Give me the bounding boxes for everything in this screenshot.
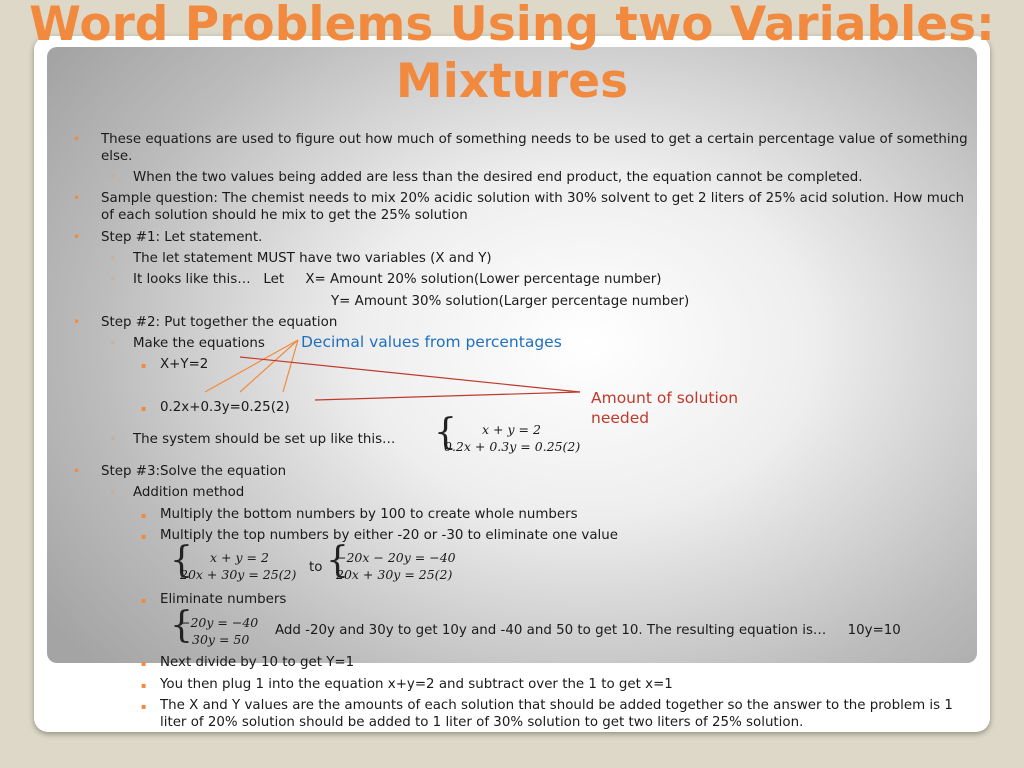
sub-bullet-marker: ◦ [110, 253, 116, 264]
sub-sub-bullet-marker: ▪ [141, 404, 147, 413]
bullet-text-5a-iii: Eliminate numbers [160, 592, 287, 607]
bullet-text-4b: The system should be set up like this… [133, 432, 396, 447]
bullet-text-5a-i: Multiply the bottom numbers by 100 to create whole numbers [160, 507, 578, 522]
sub-bullet-marker: ◦ [110, 274, 116, 285]
bullet-marker: • [73, 230, 81, 244]
sub-bullet-marker: ◦ [110, 172, 116, 183]
bullet-text-3: Step #1: Let statement. [101, 230, 263, 245]
equation-text-1: X+Y=2 [160, 357, 209, 372]
sub-bullet-marker: ◦ [110, 487, 116, 498]
brace-icon: { [434, 412, 457, 453]
brace-icon: { [170, 605, 193, 646]
system-row: −20y = −40 [180, 615, 259, 630]
brace-icon: { [326, 540, 349, 581]
bullet-marker: • [73, 464, 81, 478]
red-line-2 [315, 392, 580, 400]
bullet-text-3b: It looks like this… Let X= Amount 20% solution(Lower percentage number) [133, 272, 662, 287]
sub-sub-bullet-marker: ▪ [141, 532, 147, 541]
bullet-text-5a-ii: Multiply the top numbers by either -20 or -30 to eliminate one value [160, 528, 618, 543]
sub-bullet-marker: ◦ [110, 434, 116, 445]
bullet-marker: • [73, 315, 81, 329]
system-row: 30y = 50 [192, 632, 250, 647]
bullet-marker: • [73, 132, 81, 146]
amount-annotation: Amount of solution needed [591, 389, 739, 427]
bullet-text-1a: When the two values being added are less than the desired end product, the equation cannot be completed. [133, 170, 863, 185]
system-row: −20x − 20y = −40 [336, 550, 456, 565]
brace-icon: { [170, 540, 193, 581]
system-row: 20x + 30y = 25(2) [336, 567, 453, 582]
bullet-text-2: Sample question: The chemist needs to mix 20% acidic solution with 30% solvent to get 2 liters of 25% acid solution. How much of each solution should he mix to get the 25% solution [101, 191, 965, 223]
bullet-text-5a-iii-detail: Add -20y and 30y to get 10y and -40 and 50 to get 10. The resulting equation is… 10y=10 [275, 623, 901, 638]
bullet-text-3b-cont: Y= Amount 30% solution(Larger percentage number) [331, 294, 690, 309]
sub-sub-bullet-marker: ▪ [141, 659, 147, 668]
equation-text-2: 0.2x+0.3y=0.25(2) [160, 400, 290, 415]
sub-sub-bullet-marker: ▪ [141, 596, 147, 605]
system-row: x + y = 2 [482, 422, 541, 437]
sub-bullet-marker: ◦ [110, 338, 116, 349]
to-label: to [309, 560, 323, 575]
system-row: 0.2x + 0.3y = 0.25(2) [444, 439, 581, 454]
bullet-text-4a: Make the equations [133, 336, 265, 351]
bullet-text-3a: The let statement MUST have two variables (X and Y) [133, 251, 492, 266]
bullet-text-5: Step #3:Solve the equation [101, 464, 287, 479]
slide-title: Word Problems Using two Variables: Mixtures [29, 0, 995, 109]
bullet-text-5a: Addition method [133, 485, 245, 500]
system-row: 20x + 30y = 25(2) [180, 567, 297, 582]
decimal-annotation: Decimal values from percentages [301, 333, 562, 351]
bullet-text-1: These equations are used to figure out how much of something needs to be used to get a certain percentage value of something else. [101, 132, 968, 164]
sub-sub-bullet-marker: ▪ [141, 511, 147, 520]
system-row: x + y = 2 [210, 550, 269, 565]
sub-sub-bullet-marker: ▪ [141, 681, 147, 690]
sub-sub-bullet-marker: ▪ [141, 702, 147, 711]
bullet-text-5a-vi: The X and Y values are the amounts of each solution that should be added together so the answer to the problem is 1 liter of 20% solution should be added to 1 liter of 30% solution to get two liters of 25% solution. [160, 698, 953, 730]
red-line-1 [240, 357, 580, 392]
bullet-text-5a-iv: Next divide by 10 to get Y=1 [160, 655, 355, 670]
bullet-text-4: Step #2: Put together the equation [101, 315, 338, 330]
sub-sub-bullet-marker: ▪ [141, 361, 147, 370]
bullet-marker: • [73, 191, 81, 205]
bullet-text-5a-v: You then plug 1 into the equation x+y=2 and subtract over the 1 to get x=1 [160, 677, 673, 692]
